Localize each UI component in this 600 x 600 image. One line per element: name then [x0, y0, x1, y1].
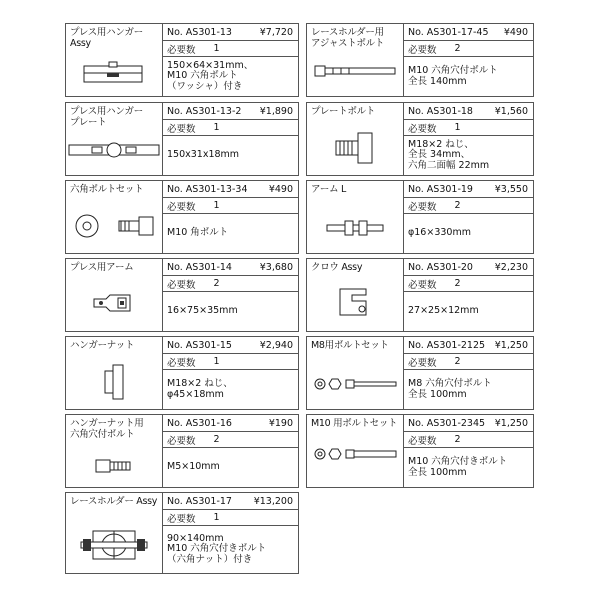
- item-card: [65, 23, 299, 97]
- qty-value: 2: [454, 356, 461, 367]
- adjust-bolt-image: [307, 64, 403, 78]
- item-name: M8用ボルトセット: [311, 340, 389, 351]
- arm-l-image: [307, 217, 403, 239]
- item-price: ¥1,250: [494, 417, 528, 429]
- m8-bolt-set-image: [307, 377, 403, 391]
- item-spec: M8 六角穴付ボルト 全長 100mm: [408, 378, 492, 400]
- item-name: プレス用ハンガー プレート: [70, 106, 143, 128]
- qty-value: 1: [213, 200, 220, 211]
- qty-label: 必要数: [408, 357, 437, 369]
- item-price: ¥1,560: [494, 105, 528, 117]
- item-price: ¥2,230: [494, 261, 528, 273]
- qty-value: 1: [213, 122, 220, 133]
- qty-value: 2: [213, 278, 220, 289]
- qty-label: 必要数: [167, 357, 196, 369]
- item-name: プレス用アーム: [70, 262, 134, 273]
- item-card: [306, 336, 534, 410]
- item-name: アーム L: [311, 184, 347, 195]
- qty-label: 必要数: [408, 201, 437, 213]
- item-card: [65, 180, 299, 254]
- item-card: [65, 258, 299, 332]
- item-spec: 150x31x18mm: [167, 149, 240, 161]
- qty-value: 1: [213, 512, 220, 523]
- item-number: No. AS301-14: [167, 261, 232, 273]
- hanger-nut-image: [66, 363, 162, 401]
- item-name: ハンガーナット用 六角穴付ボルト: [70, 418, 144, 440]
- m10-bolt-set-image: [307, 447, 403, 461]
- qty-label: 必要数: [408, 44, 437, 56]
- item-card: [65, 414, 299, 488]
- qty-label: 必要数: [167, 279, 196, 291]
- item-price: ¥190: [268, 417, 293, 429]
- qty-value: 2: [213, 434, 220, 445]
- item-number: No. AS301-13-34: [167, 183, 248, 195]
- item-card: [306, 23, 534, 97]
- item-price: ¥1,250: [494, 339, 528, 351]
- item-price: ¥13,200: [253, 495, 293, 507]
- item-card: [65, 492, 299, 574]
- item-spec: 90×140mm M10 六角穴付きボルト （六角ナット）付き: [167, 532, 267, 565]
- item-card: [306, 102, 534, 176]
- item-spec: M18×2 ねじ、 全長 34mm、 六角二面幅 22mm: [408, 138, 490, 171]
- item-price: ¥7,720: [259, 26, 293, 38]
- item-name: 六角ボルトセット: [70, 184, 144, 195]
- item-price: ¥490: [268, 183, 293, 195]
- item-price: ¥2,940: [259, 339, 293, 351]
- press-hanger-assy-image: [66, 60, 162, 86]
- item-price: ¥490: [503, 26, 528, 38]
- item-name: ハンガーナット: [70, 340, 135, 351]
- qty-label: 必要数: [167, 44, 196, 56]
- qty-label: 必要数: [408, 279, 437, 291]
- item-price: ¥1,890: [259, 105, 293, 117]
- item-number: No. AS301-17-45: [408, 26, 489, 38]
- item-name: M10 用ボルトセット: [311, 418, 398, 429]
- press-arm-image: [66, 289, 162, 317]
- item-number: No. AS301-13: [167, 26, 232, 38]
- hanger-plate-image: [66, 139, 162, 161]
- item-price: ¥3,680: [259, 261, 293, 273]
- item-spec: 27×25×12mm: [408, 305, 479, 317]
- item-number: No. AS301-16: [167, 417, 232, 429]
- item-card: [65, 336, 299, 410]
- qty-label: 必要数: [167, 123, 196, 135]
- item-spec: M10 六角穴付きボルト 全長 100mm: [408, 456, 508, 478]
- item-card: [65, 102, 299, 176]
- item-name: レースホルダー用 アジャストボルト: [311, 27, 385, 49]
- item-name: クロウ Assy: [311, 262, 363, 273]
- qty-label: 必要数: [167, 201, 196, 213]
- item-number: No. AS301-15: [167, 339, 232, 351]
- item-card: [306, 180, 534, 254]
- race-holder-assy-image: [66, 527, 162, 563]
- qty-label: 必要数: [167, 513, 196, 525]
- socket-bolt-image: [66, 457, 162, 475]
- item-number: No. AS301-20: [408, 261, 473, 273]
- item-number: No. AS301-2125: [408, 339, 486, 351]
- item-name: プレス用ハンガー Assy: [70, 27, 143, 49]
- item-number: No. AS301-13-2: [167, 105, 242, 117]
- item-spec: 150×64×31mm、 M10 六角ボルト （ワッシャ）付き: [167, 59, 254, 92]
- item-number: No. AS301-17: [167, 495, 232, 507]
- item-spec: 16×75×35mm: [167, 305, 238, 317]
- item-number: No. AS301-18: [408, 105, 473, 117]
- item-spec: M10 六角穴付ボルト 全長 140mm: [408, 65, 498, 87]
- qty-value: 2: [454, 434, 461, 445]
- qty-value: 1: [213, 356, 220, 367]
- qty-value: 2: [454, 278, 461, 289]
- claw-assy-image: [307, 287, 403, 317]
- hex-bolt-set-image: [66, 213, 162, 239]
- item-image-panel: [66, 24, 163, 96]
- qty-value: 2: [454, 43, 461, 54]
- item-number: No. AS301-19: [408, 183, 473, 195]
- item-spec: M5×10mm: [167, 461, 220, 473]
- qty-value: 1: [454, 122, 461, 133]
- plate-bolt-image: [307, 131, 403, 165]
- qty-value: 1: [213, 43, 220, 54]
- qty-label: 必要数: [408, 435, 437, 447]
- item-number: No. AS301-2345: [408, 417, 486, 429]
- item-spec: φ16×330mm: [408, 227, 471, 239]
- item-spec: M18×2 ねじ、 φ45×18mm: [167, 378, 233, 400]
- item-card: [306, 414, 534, 488]
- qty-label: 必要数: [408, 123, 437, 135]
- qty-value: 2: [454, 200, 461, 211]
- item-name: プレートボルト: [311, 106, 376, 117]
- item-card: [306, 258, 534, 332]
- item-name: レースホルダー Assy: [70, 496, 158, 507]
- item-spec: M10 角ボルト: [167, 227, 229, 239]
- qty-label: 必要数: [167, 435, 196, 447]
- item-price: ¥3,550: [494, 183, 528, 195]
